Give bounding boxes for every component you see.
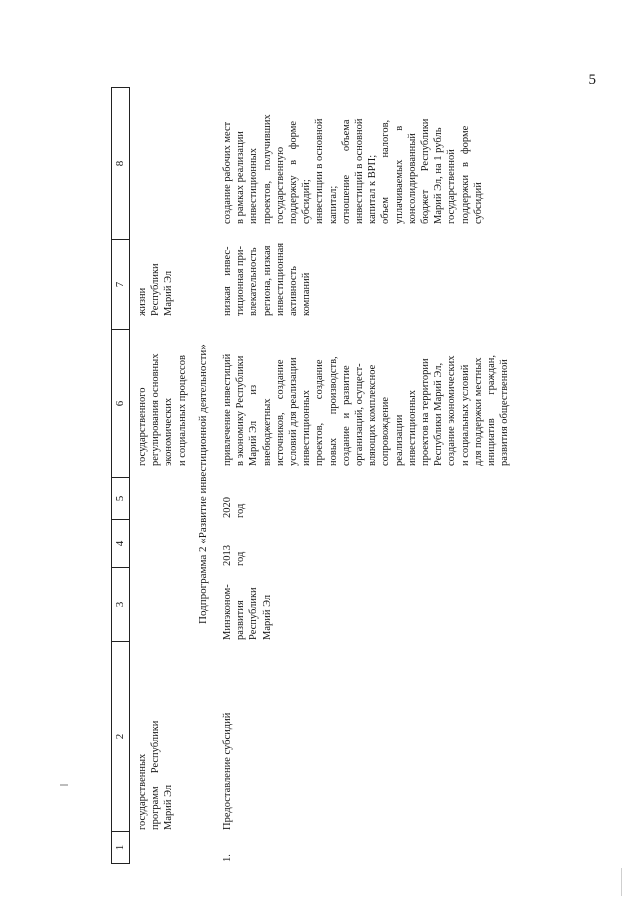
header-col-8: 8 <box>112 87 129 239</box>
header-col-6: 6 <box>112 329 129 477</box>
measure-name: Предоставление субсидий <box>222 712 233 830</box>
expected-result: привлечение инвестиций в экономику Республики Марий Эл из внебюджетных источников, создание условий для реализации инвестиционных проектов, создание новых производств, создание и развитие организаций, осущест- вляющих комплексное сопровождение реализации инвестиционных проектов на территории Республики Марий Эл, создание экономических и социальных условий для поддержки местных инициатив граждан, развития общественной <box>222 353 511 466</box>
carryover-result: государственного регулирования основных экономических и социальных процессов <box>137 353 188 466</box>
scan-artifact <box>621 868 622 896</box>
page-number: 5 <box>588 72 596 88</box>
scan-artifact <box>60 784 68 786</box>
rotated-table-page <box>111 0 611 864</box>
header-col-7: 7 <box>112 239 129 329</box>
carryover-program-name: государственных программ Республики Марий Эл <box>137 720 175 830</box>
end-year: 2020 год <box>222 497 247 518</box>
subprogram-title: Подпрограмма 2 «Развитие инвестиционной деятельности» <box>197 344 209 624</box>
header-col-1: 1 <box>112 831 129 863</box>
header-col-4: 4 <box>112 519 129 567</box>
executor: Минэконом- развития Республики Марий Эл <box>222 584 273 640</box>
consequences-of-non-implementation: низкая инвес- тиционная при- влекательность региона, низкая инвестиционная активность компаний <box>222 242 313 316</box>
header-col-2: 2 <box>112 641 129 831</box>
carryover-consequences: жизни Республики Марий Эл <box>137 263 175 316</box>
header-col-3: 3 <box>112 567 129 641</box>
target-indicators: создание рабочих мест в рамках реализации инвестиционных проектов, получивших государственную поддержку в форме субсидий; инвестиции в основной капитал; отношение объема инвестиций в основной капитал к ВРП; объем налогов, уплачиваемых в консолидированный бюджет Республики Марий Эл, на 1 рубль государственной поддержки в форме субсидий <box>222 114 484 224</box>
start-year: 2013 год <box>222 545 247 566</box>
header-col-5: 5 <box>112 477 129 519</box>
row-number: 1. <box>222 854 233 862</box>
table-header-row <box>111 87 130 864</box>
